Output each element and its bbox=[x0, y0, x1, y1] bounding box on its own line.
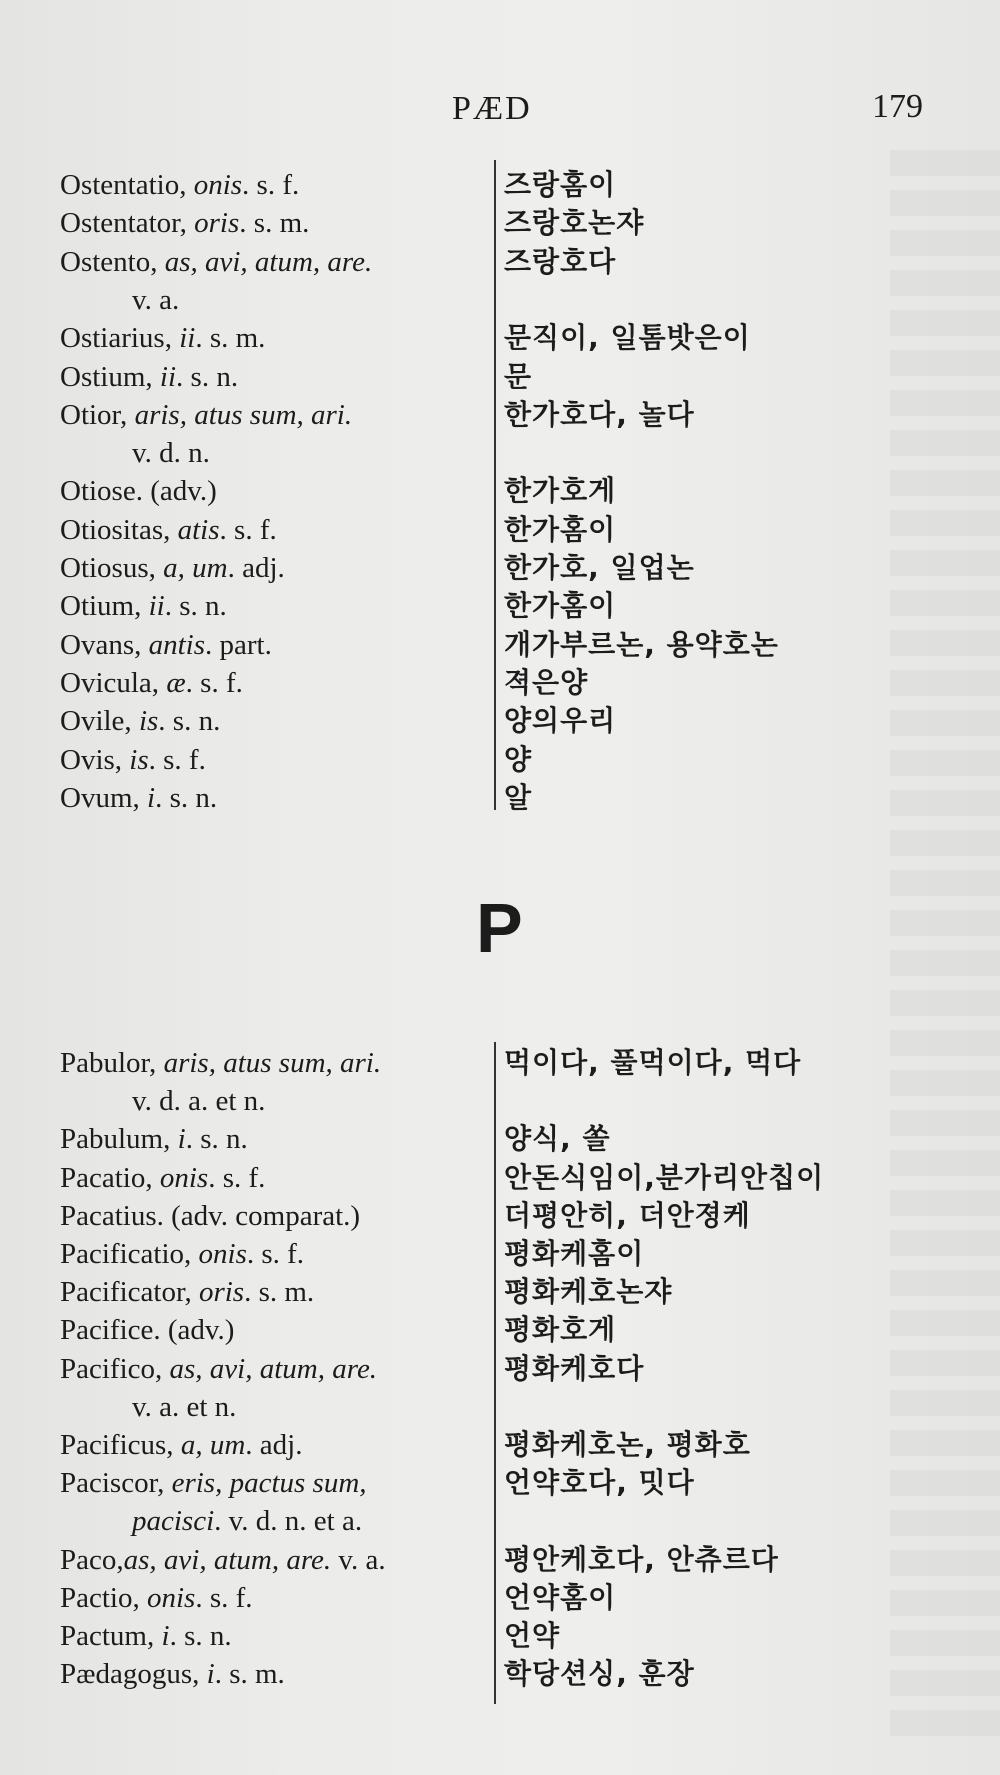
latin-headword bbox=[60, 1311, 234, 1349]
grammar-tag: . s. m. bbox=[195, 322, 266, 355]
latin-headword bbox=[60, 1197, 360, 1235]
inflection: aris, atus sum, ari. bbox=[163, 1047, 382, 1079]
korean-gloss bbox=[504, 1617, 560, 1655]
dictionary-entry bbox=[0, 358, 1000, 398]
latin-headword bbox=[60, 549, 285, 587]
korean-gloss bbox=[504, 1159, 824, 1197]
gloss-text: 한가홈이 bbox=[504, 512, 617, 546]
continuation-text: v. d. a. et n. bbox=[132, 1085, 266, 1118]
grammar-tag: . s. n. bbox=[169, 1620, 232, 1652]
headword: Paciscor, bbox=[60, 1467, 172, 1500]
gloss-text: 양 bbox=[504, 742, 533, 776]
korean-gloss bbox=[504, 204, 644, 242]
dictionary-entry bbox=[0, 1273, 1000, 1313]
dictionary-entry bbox=[0, 1655, 1000, 1695]
dictionary-entry bbox=[0, 434, 1000, 474]
inflection: is bbox=[129, 743, 149, 776]
headword: Ovum, bbox=[60, 781, 147, 814]
grammar-tag: . s. m. bbox=[239, 207, 310, 240]
inflection: a, um bbox=[180, 1429, 246, 1461]
grammar-tag: . s. f. bbox=[242, 169, 300, 201]
latin-headword bbox=[60, 243, 372, 281]
inflection: oris bbox=[198, 1276, 245, 1309]
korean-gloss bbox=[504, 549, 695, 587]
latin-headword bbox=[60, 204, 309, 242]
korean-gloss bbox=[504, 511, 616, 549]
korean-gloss bbox=[504, 1655, 695, 1693]
headword: Pabulor, bbox=[60, 1047, 164, 1079]
gloss-text: 한가호게 bbox=[504, 474, 617, 508]
headword: Pactum, bbox=[60, 1620, 162, 1652]
inflection: æ bbox=[166, 666, 186, 699]
dictionary-entry bbox=[0, 1120, 1000, 1160]
korean-gloss bbox=[504, 358, 532, 396]
dictionary-entry bbox=[0, 1541, 1000, 1581]
latin-headword bbox=[60, 1541, 386, 1579]
latin-headword bbox=[60, 702, 220, 740]
latin-headword bbox=[60, 1655, 285, 1693]
dictionary-entry bbox=[0, 549, 1000, 589]
headword: Pacatio, bbox=[60, 1161, 160, 1194]
korean-gloss bbox=[504, 702, 616, 740]
gloss-text: 양식, 쏠 bbox=[504, 1122, 611, 1156]
gloss-text: 평화케호논, 평화호 bbox=[504, 1428, 751, 1461]
korean-gloss bbox=[504, 1311, 616, 1349]
latin-headword bbox=[60, 166, 299, 204]
inflection: ii bbox=[179, 322, 196, 355]
dictionary-entry bbox=[0, 1350, 1000, 1390]
headword: Pacatius. (adv. comparat.) bbox=[60, 1199, 361, 1232]
grammar-tag: . s. f. bbox=[246, 1238, 305, 1270]
latin-headword bbox=[60, 1273, 314, 1311]
korean-gloss bbox=[504, 319, 751, 357]
grammar-tag: . s. n. bbox=[164, 590, 227, 623]
grammar-tag: . s. f. bbox=[195, 1581, 253, 1614]
dictionary-entry bbox=[0, 243, 1000, 283]
inflection: as, avi, atum, are. bbox=[169, 1352, 378, 1385]
latin-headword bbox=[60, 358, 238, 396]
grammar-tag: . s. f. bbox=[219, 513, 277, 546]
gloss-text: 젹은양 bbox=[504, 665, 589, 699]
latin-headword bbox=[60, 1464, 367, 1502]
gloss-text: 언약호다, 밋다 bbox=[504, 1466, 695, 1500]
grammar-tag: . s. n. bbox=[155, 781, 218, 814]
korean-gloss bbox=[504, 587, 616, 625]
dictionary-entry bbox=[0, 1464, 1000, 1504]
dictionary-entry bbox=[0, 1235, 1000, 1275]
korean-gloss bbox=[504, 1579, 616, 1617]
korean-gloss bbox=[504, 1197, 751, 1235]
gloss-text: 한가호다, 놀다 bbox=[504, 397, 695, 431]
korean-gloss bbox=[504, 1350, 644, 1388]
gloss-text: 문직이, 일톰밧은이 bbox=[504, 321, 751, 355]
latin-headword bbox=[60, 741, 206, 779]
headword: Ostentator, bbox=[60, 207, 195, 240]
inflection: as, avi, atum, are. bbox=[164, 245, 373, 278]
inflection: onis bbox=[198, 1238, 247, 1270]
headword: Pædagogus, bbox=[60, 1658, 207, 1691]
korean-gloss bbox=[504, 664, 588, 702]
dictionary-entry bbox=[0, 511, 1000, 551]
page-number: 179 bbox=[872, 88, 923, 125]
grammar-tag: . s. n. bbox=[185, 1123, 248, 1156]
grammar-tag: . s. m. bbox=[214, 1658, 285, 1691]
dictionary-entry bbox=[0, 587, 1000, 627]
gloss-text: 한가호, 일업논 bbox=[504, 551, 695, 584]
inflection: i bbox=[206, 1658, 215, 1691]
grammar-tag: . s. n. bbox=[158, 705, 221, 738]
latin-headword bbox=[60, 1617, 232, 1655]
latin-headword bbox=[60, 1120, 248, 1158]
headword: Pabulum, bbox=[60, 1123, 178, 1156]
latin-headword bbox=[60, 511, 277, 549]
dictionary-entry bbox=[0, 204, 1000, 244]
section-letter: P bbox=[476, 889, 523, 967]
latin-headword bbox=[60, 1426, 302, 1464]
entry-continuation bbox=[132, 434, 210, 472]
gloss-text: 문 bbox=[504, 359, 533, 393]
inflection: onis bbox=[159, 1161, 209, 1194]
dictionary-entry bbox=[0, 472, 1000, 512]
gloss-text: 언약 bbox=[504, 1619, 561, 1652]
grammar-tag: . s. m. bbox=[244, 1276, 315, 1309]
latin-headword bbox=[60, 319, 265, 357]
korean-gloss bbox=[504, 1273, 672, 1311]
inflection: ii bbox=[159, 360, 177, 393]
latin-headword bbox=[60, 779, 217, 817]
grammar-tag: v. a. bbox=[331, 1543, 386, 1576]
continuation-text: v. a. bbox=[132, 283, 180, 316]
latin-headword bbox=[60, 626, 272, 664]
entry-continuation bbox=[132, 1388, 236, 1426]
dictionary-entry bbox=[0, 1426, 1000, 1466]
headword: Paco, bbox=[60, 1543, 124, 1576]
gloss-text: 즈랑호다 bbox=[504, 244, 617, 278]
grammar-tag: . s. f. bbox=[148, 743, 206, 776]
inflection: onis bbox=[147, 1581, 196, 1614]
dictionary-entry bbox=[0, 319, 1000, 359]
gloss-text: 평화케호논쟈 bbox=[504, 1275, 673, 1309]
dictionary-entry bbox=[0, 166, 1000, 206]
inflection: antis bbox=[148, 628, 206, 661]
inflection: a, um bbox=[163, 552, 228, 584]
korean-gloss bbox=[504, 626, 779, 664]
latin-headword bbox=[60, 1044, 381, 1082]
headword: Ovis, bbox=[60, 743, 130, 776]
headword: Otior, bbox=[60, 398, 135, 431]
dictionary-entry bbox=[0, 1311, 1000, 1351]
headword: Ostento, bbox=[60, 245, 165, 278]
gloss-text: 학당션싱, 훈장 bbox=[504, 1657, 695, 1691]
continuation-text: . v. d. n. et a. bbox=[214, 1505, 363, 1538]
gloss-text: 양의우리 bbox=[504, 704, 617, 738]
korean-gloss bbox=[504, 1120, 611, 1158]
gloss-text: 개가부르논, 용약호논 bbox=[504, 627, 779, 661]
headword: Otium, bbox=[60, 590, 149, 623]
inflection: i bbox=[161, 1620, 170, 1652]
korean-gloss bbox=[504, 779, 532, 817]
inflection: onis bbox=[193, 169, 243, 201]
grammar-tag: . adj. bbox=[245, 1429, 303, 1461]
dictionary-entry bbox=[0, 1159, 1000, 1199]
continuation-italic: pacisci bbox=[132, 1505, 215, 1538]
page-header bbox=[0, 82, 1000, 142]
dictionary-entry bbox=[0, 702, 1000, 742]
inflection: eris, pactus sum, bbox=[171, 1467, 367, 1500]
korean-gloss bbox=[504, 472, 616, 510]
grammar-tag: . adj. bbox=[227, 552, 285, 584]
continuation-text: v. d. n. bbox=[132, 437, 210, 470]
headword: Ovans, bbox=[60, 628, 149, 661]
entry-continuation bbox=[132, 1082, 265, 1120]
grammar-tag: . s. n. bbox=[176, 360, 239, 393]
gloss-text: 언약홈이 bbox=[504, 1580, 617, 1614]
gloss-text: 먹이다, 풀먹이다, 먹다 bbox=[504, 1046, 802, 1079]
korean-gloss bbox=[504, 741, 532, 779]
latin-headword bbox=[60, 1159, 265, 1197]
headword: Pacifico, bbox=[60, 1352, 170, 1385]
korean-gloss bbox=[504, 243, 616, 281]
latin-headword bbox=[60, 587, 227, 625]
dictionary-entry bbox=[0, 664, 1000, 704]
headword: Ovile, bbox=[60, 705, 139, 738]
latin-headword bbox=[60, 396, 352, 434]
dictionary-entry bbox=[0, 281, 1000, 321]
dictionary-entry bbox=[0, 1082, 1000, 1122]
inflection: ii bbox=[148, 590, 165, 623]
korean-gloss bbox=[504, 1044, 801, 1082]
inflection: as, avi, atum, are. bbox=[123, 1543, 332, 1576]
entry-continuation bbox=[132, 1502, 362, 1540]
headword: Ostiarius, bbox=[60, 322, 180, 355]
inflection: oris bbox=[194, 207, 240, 240]
headword: Ostentatio, bbox=[60, 169, 194, 201]
headword: Ostium, bbox=[60, 360, 160, 393]
gloss-text: 알 bbox=[504, 780, 533, 814]
running-head: PÆD bbox=[452, 90, 532, 127]
continuation-text: v. a. et n. bbox=[132, 1390, 237, 1423]
dictionary-entry bbox=[0, 741, 1000, 781]
headword: Ovicula, bbox=[60, 666, 167, 699]
latin-headword bbox=[60, 472, 217, 510]
dictionary-entry bbox=[0, 396, 1000, 436]
gloss-text: 평화호게 bbox=[504, 1313, 617, 1347]
dictionary-entry bbox=[0, 1044, 1000, 1084]
gloss-text: 안돈식임이,분가리안칩이 bbox=[504, 1160, 825, 1194]
grammar-tag: . s. f. bbox=[208, 1161, 266, 1194]
latin-headword bbox=[60, 1350, 377, 1388]
korean-gloss bbox=[504, 1235, 644, 1273]
headword: Pacificator, bbox=[60, 1276, 199, 1309]
headword: Otiosus, bbox=[60, 552, 164, 584]
dictionary-entry bbox=[0, 1197, 1000, 1237]
gloss-text: 평화케홈이 bbox=[504, 1237, 645, 1270]
inflection: atis bbox=[177, 513, 220, 546]
inflection: i bbox=[147, 781, 156, 814]
gloss-text: 평안케호다, 안츄르다 bbox=[504, 1542, 779, 1576]
headword: Pacificatio, bbox=[60, 1238, 199, 1270]
headword: Otiositas, bbox=[60, 513, 178, 546]
gloss-text: 즈랑호논쟈 bbox=[504, 206, 645, 240]
gloss-text: 평화케호다 bbox=[504, 1351, 645, 1385]
korean-gloss bbox=[504, 166, 616, 204]
korean-gloss bbox=[504, 1426, 751, 1464]
dictionary-entry bbox=[0, 626, 1000, 666]
dictionary-entry bbox=[0, 1579, 1000, 1619]
dictionary-entry bbox=[0, 1617, 1000, 1657]
inflection: aris, atus sum, ari. bbox=[134, 398, 353, 431]
inflection: is bbox=[138, 705, 159, 738]
inflection: i bbox=[177, 1123, 186, 1156]
latin-headword bbox=[60, 664, 243, 702]
korean-gloss bbox=[504, 1541, 779, 1579]
headword: Pactio, bbox=[60, 1581, 147, 1614]
korean-gloss bbox=[504, 1464, 695, 1502]
headword: Pacificus, bbox=[60, 1429, 181, 1461]
gloss-text: 한가홈이 bbox=[504, 589, 617, 623]
dictionary-entry bbox=[0, 779, 1000, 819]
dictionary-entry bbox=[0, 1502, 1000, 1542]
gloss-text: 더평안히, 더안졍케 bbox=[504, 1198, 751, 1232]
latin-headword bbox=[60, 1579, 253, 1617]
korean-gloss bbox=[504, 396, 695, 434]
gloss-text: 즈랑홈이 bbox=[504, 168, 617, 201]
entry-continuation bbox=[132, 281, 179, 319]
headword: Otiose. (adv.) bbox=[60, 475, 217, 508]
dictionary-entry bbox=[0, 1388, 1000, 1428]
headword: Pacifice. (adv.) bbox=[60, 1314, 235, 1347]
grammar-tag: . s. f. bbox=[185, 666, 243, 699]
latin-headword bbox=[60, 1235, 304, 1273]
grammar-tag: . part. bbox=[205, 628, 272, 661]
